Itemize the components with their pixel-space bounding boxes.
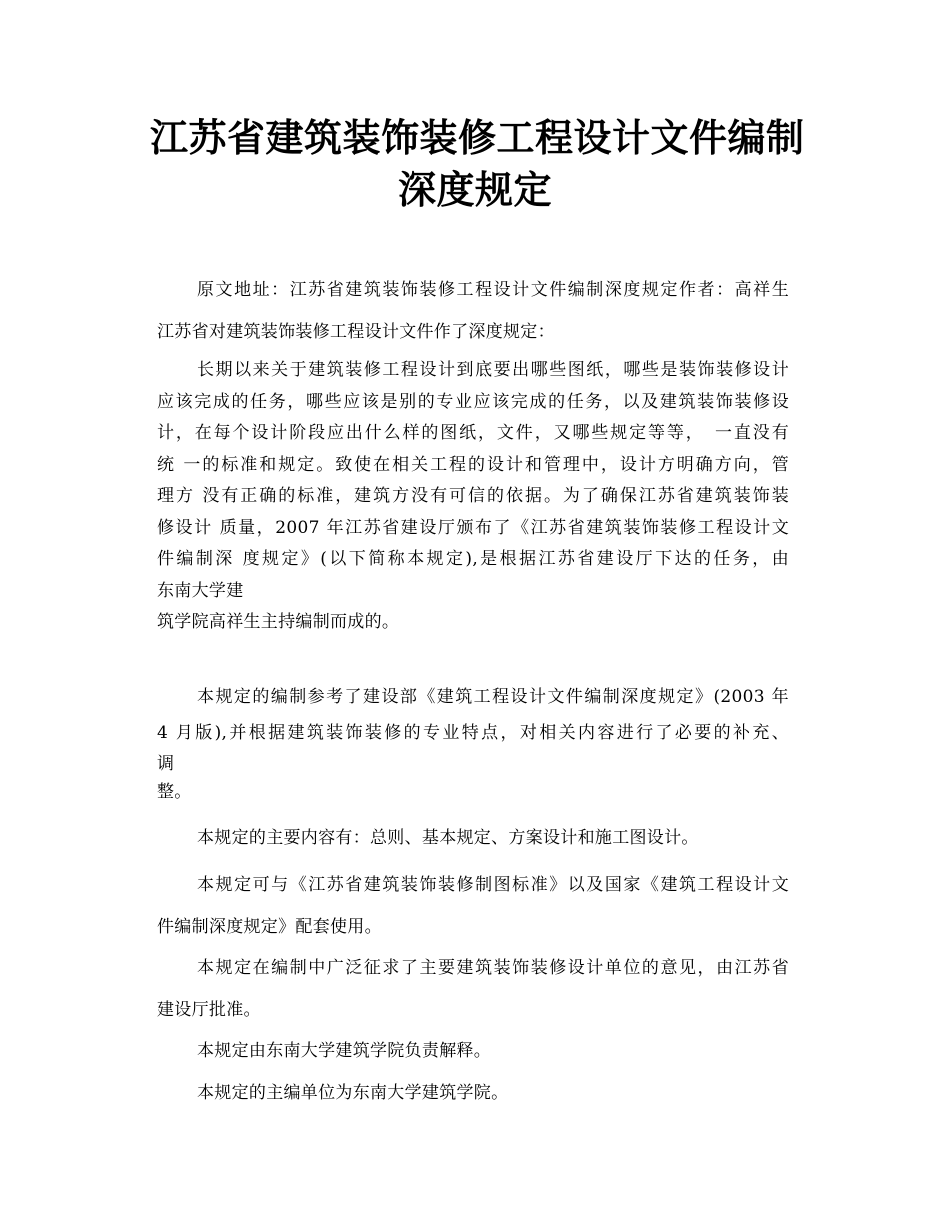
title-line-2: 深度规定 [397, 168, 552, 212]
text-line: 建设厅批准。 [157, 1000, 261, 1020]
paragraph-interpretation [157, 1036, 789, 1066]
text-line: 修设计 质量，2007 年江苏省建设厅颁布了《江苏省建筑装饰装修工程设计文 [157, 517, 789, 538]
paragraph-usage [157, 864, 789, 948]
paragraph-background [157, 355, 789, 639]
text-line: 本规定可与《江苏省建筑装饰装修制图标准》以及国家《建筑工程设计文 [197, 875, 789, 895]
text-line: 本规定在编制中广泛征求了主要建筑装饰装修设计单位的意见，由江苏省 [197, 958, 789, 978]
text-line: 件编制深度规定》配套使用。 [157, 917, 382, 937]
paragraph-approval [157, 947, 789, 1031]
text-line: 应该完成的任务，哪些应该是别的专业应该完成的任务，以及建筑装饰装修设 [157, 391, 789, 412]
text-line: 本规定的主要内容有：总则、基本规定、方案设计和施工图设计。 [197, 828, 699, 848]
paragraph-reference [157, 679, 789, 807]
text-line: 统 一的标准和规定。致使在相关工程的设计和管理中，设计方明确方向，管 [157, 454, 789, 475]
text-line: 本规定由东南大学建筑学院负责解释。 [197, 1041, 492, 1061]
document-title [150, 112, 805, 216]
text-line: 原文地址：江苏省建筑装饰装修工程设计文件编制深度规定作者：高祥生 [197, 280, 789, 300]
paragraph-editor [157, 1078, 789, 1108]
text-line: 江苏省对建筑装饰装修工程设计文件作了深度规定： [157, 322, 555, 342]
text-line: 本规定的主编单位为东南大学建筑学院。 [197, 1083, 509, 1103]
text-line: 4 月版),并根据建筑装饰装修的专业特点，对相关内容进行了必要的补充、 [157, 723, 789, 743]
text-line: 筑学院高祥生主持编制而成的。 [157, 612, 400, 632]
text-line: 整。 [157, 782, 192, 802]
text-line: 件编制深 度规定》(以下简称本规定),是根据江苏省建设厅下达的任务，由 [157, 549, 789, 569]
text-line: 调 [157, 754, 175, 774]
text-line: 计，在每个设计阶段应出什么样的图纸，文件，又哪些规定等等， 一直没有 [157, 423, 789, 443]
paragraph-source [157, 269, 789, 353]
title-line-1: 江苏省建筑装饰装修工程设计文件编制 [150, 116, 805, 160]
text-line: 长期以来关于建筑装修工程设计到底要出哪些图纸，哪些是装饰装修设计 [197, 360, 789, 380]
text-line: 本规定的编制参考了建设部《建筑工程设计文件编制深度规定》(2003 年 [197, 687, 789, 707]
text-line: 东南大学建 [157, 580, 244, 601]
text-line: 理方 没有正确的标准，建筑方没有可信的依据。为了确保江苏省建筑装饰装 [157, 486, 789, 506]
paragraph-contents [157, 823, 789, 853]
